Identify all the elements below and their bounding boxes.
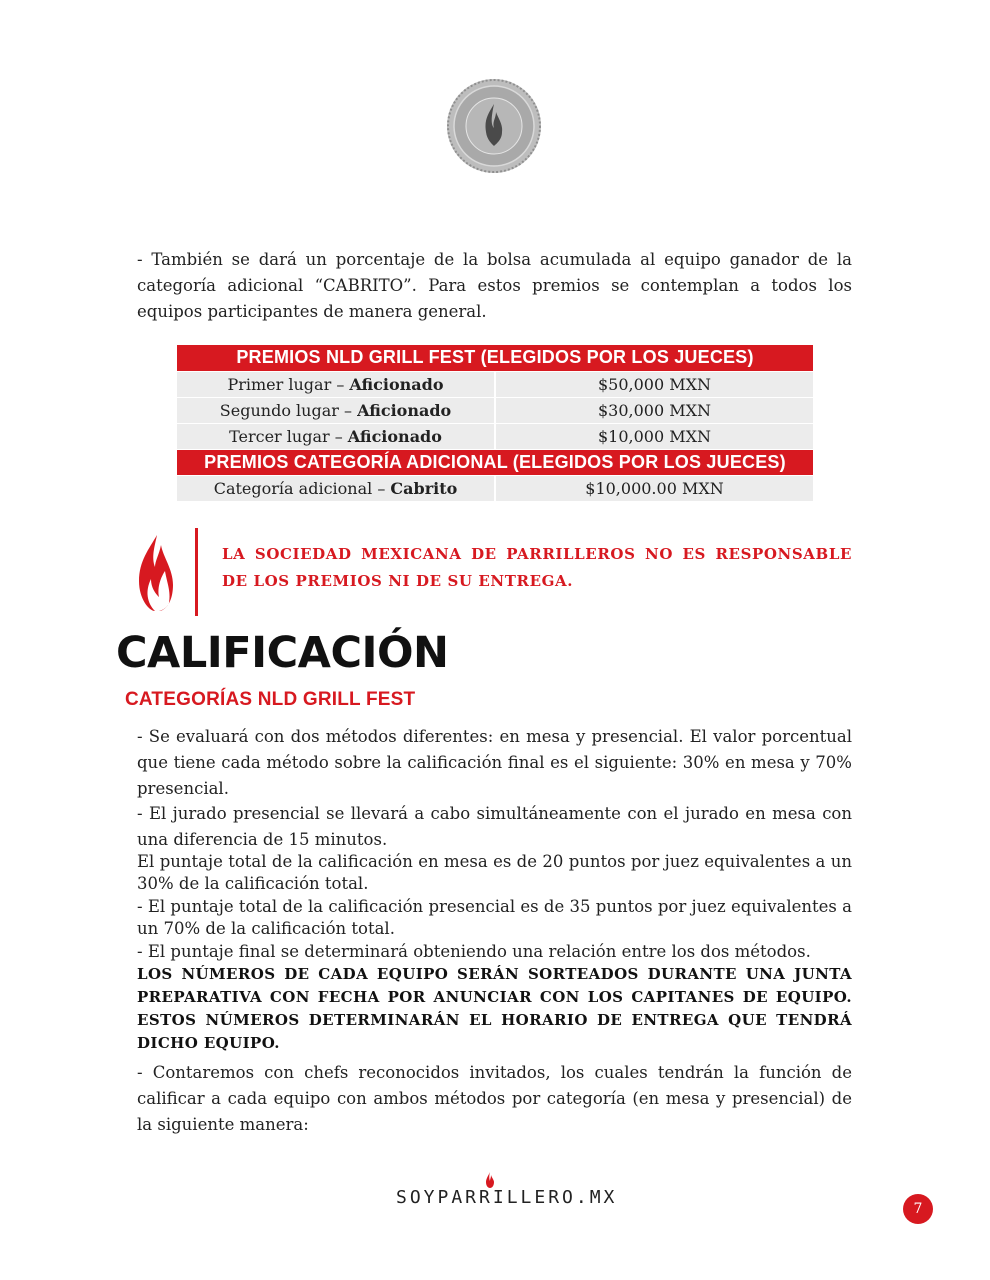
page-number: 7: [903, 1194, 933, 1224]
paragraph: - El puntaje final se determinará obteniendo una relación entre los dos métodos.: [137, 942, 811, 961]
footer-site: SOYPARRILLERO.MX: [396, 1187, 618, 1208]
prize-amount: $10,000.00 MXN: [495, 475, 813, 501]
paragraph: - El jurado presencial se llevará a cabo simultáneamente con el jurado en mesa con una diferencia de 15 minutos.: [137, 804, 852, 849]
prize-amount: $30,000 MXN: [495, 397, 813, 423]
table-header: [177, 449, 813, 475]
prize-amount: $10,000 MXN: [495, 423, 813, 449]
table-row: [177, 397, 813, 423]
prize-level: Aficionado: [347, 426, 442, 446]
prize-place: Segundo lugar –: [219, 400, 358, 420]
section-title: CALIFICACIÓN: [116, 628, 449, 678]
table-row: [177, 423, 813, 449]
notice-divider: [195, 528, 198, 616]
flame-seal-icon: [446, 78, 542, 174]
paragraph: El puntaje total de la calificación en mesa es de 20 puntos por juez equivalentes a un 30% de la calificación total.: [137, 852, 852, 893]
paragraph: - El puntaje total de la calificación presencial es de 35 puntos por juez equivalentes a un 70% de la calificación total.: [137, 897, 852, 938]
table-row: [177, 475, 813, 501]
prizes-header: PREMIOS NLD GRILL FEST (ELEGIDOS POR LOS JUECES): [177, 345, 813, 371]
flame-icon: [135, 533, 175, 613]
prize-level: Cabrito: [390, 478, 458, 498]
prizes-table: [177, 345, 813, 502]
table-row: [177, 371, 813, 397]
notice-text: LA SOCIEDAD MEXICANA DE PARRILLEROS NO ES RESPONSABLE DE LOS PREMIOS NI DE SU ENTREGA.: [222, 545, 852, 590]
flame-icon: [485, 1172, 495, 1188]
paragraph: - Contaremos con chefs reconocidos invitados, los cuales tendrán la función de calificar a cada equipo con ambos métodos por categoría (en mesa y presencial) de la siguiente manera:: [137, 1063, 852, 1134]
table-header: [177, 345, 813, 371]
prize-place: Categoría adicional –: [213, 478, 391, 498]
prize-level: Aficionado: [349, 374, 444, 394]
prize-amount: $50,000 MXN: [495, 371, 813, 397]
paragraph: - Se evaluará con dos métodos diferentes: en mesa y presencial. El valor porcentual que tiene cada método sobre la calificación final es el siguiente: 30% en mesa y 70% presencial.: [137, 727, 852, 798]
subsection-title: CATEGORÍAS NLD GRILL FEST: [125, 689, 416, 710]
extra-prizes-header: PREMIOS CATEGORÍA ADICIONAL (ELEGIDOS POR LOS JUECES): [177, 449, 813, 475]
intro-paragraph: - También se dará un porcentaje de la bolsa acumulada al equipo ganador de la categoría adicional “CABRITO”. Para estos premios se contemplan a todos los equipos participantes de manera general.: [137, 250, 852, 321]
prize-place: Primer lugar –: [227, 374, 350, 394]
prize-place: Tercer lugar –: [229, 426, 348, 446]
bold-paragraph: LOS NÚMEROS DE CADA EQUIPO SERÁN SORTEADOS DURANTE UNA JUNTA PREPARATIVA CON FECHA POR ANUNCIAR CON LOS CAPITANES DE EQUIPO. ESTOS NÚMEROS DETERMINARÁN EL HORARIO DE ENTREGA QUE TENDRÁ DICHO EQUIPO.: [137, 965, 852, 1052]
prize-level: Aficionado: [357, 400, 452, 420]
